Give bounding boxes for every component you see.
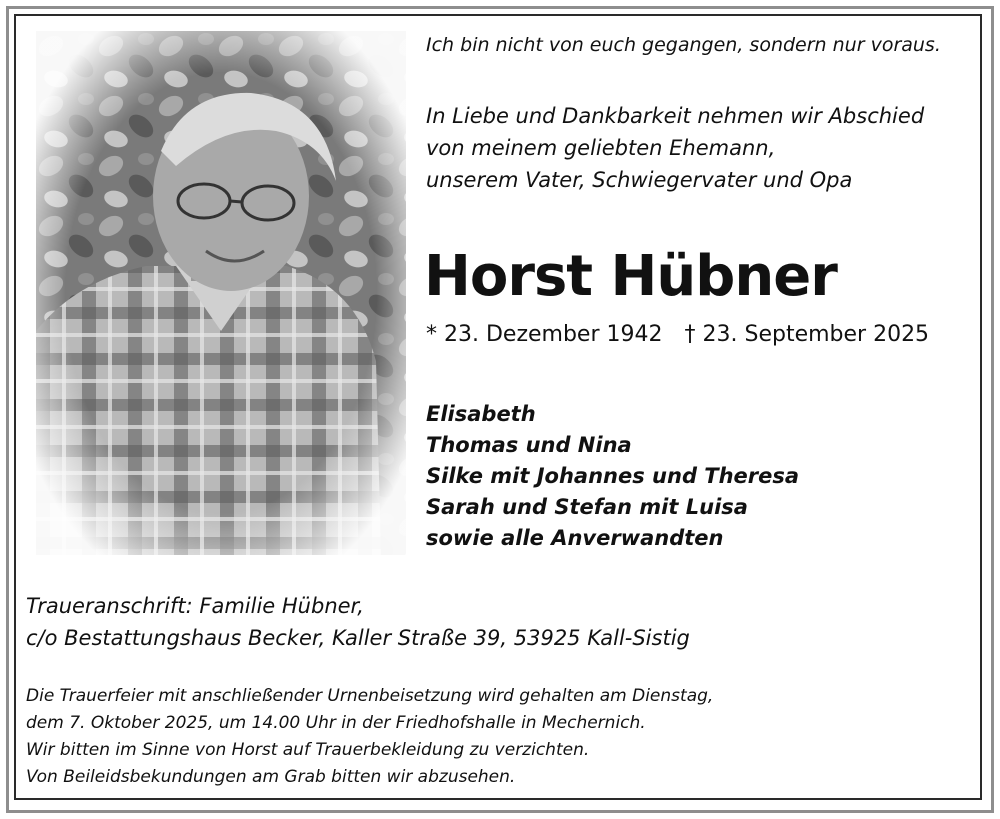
portrait-illustration xyxy=(36,31,406,555)
life-dates xyxy=(426,322,929,347)
mourner-line: Silke mit Johannes und Theresa xyxy=(426,464,800,488)
mourner-line: sowie alle Anverwandten xyxy=(426,526,724,550)
intro-line: von meinem geliebten Ehemann, xyxy=(426,136,776,160)
motto-quote: Ich bin nicht von euch gegangen, sondern nur voraus. xyxy=(426,34,941,56)
ceremony-notice-line: Die Trauerfeier mit anschließender Urnenbeisetzung wird gehalten am Dienstag, xyxy=(26,686,714,706)
mourner-line: Thomas und Nina xyxy=(426,433,632,457)
mourner-line: Sarah und Stefan mit Luisa xyxy=(426,495,748,519)
intro-line: unserem Vater, Schwiegervater und Opa xyxy=(426,168,853,192)
ceremony-notice-line: Wir bitten im Sinne von Horst auf Trauerbekleidung zu verzichten. xyxy=(26,740,590,760)
death-date: † 23. September 2025 xyxy=(684,322,930,347)
mourning-address-line: Traueranschrift: Familie Hübner, xyxy=(26,594,364,618)
birth-date: * 23. Dezember 1942 xyxy=(426,322,663,347)
deceased-name: Horst Hübner xyxy=(424,244,837,309)
ceremony-notice-line: dem 7. Oktober 2025, um 14.00 Uhr in der Friedhofshalle in Mechernich. xyxy=(26,713,646,733)
mourning-address-line: c/o Bestattungshaus Becker, Kaller Straße 39, 53925 Kall-Sistig xyxy=(26,626,690,650)
mourner-line: Elisabeth xyxy=(426,402,536,426)
portrait-photo xyxy=(36,31,406,555)
intro-line: In Liebe und Dankbarkeit nehmen wir Abschied xyxy=(426,104,925,128)
ceremony-notice-line: Von Beileidsbekundungen am Grab bitten wir abzusehen. xyxy=(26,767,516,787)
